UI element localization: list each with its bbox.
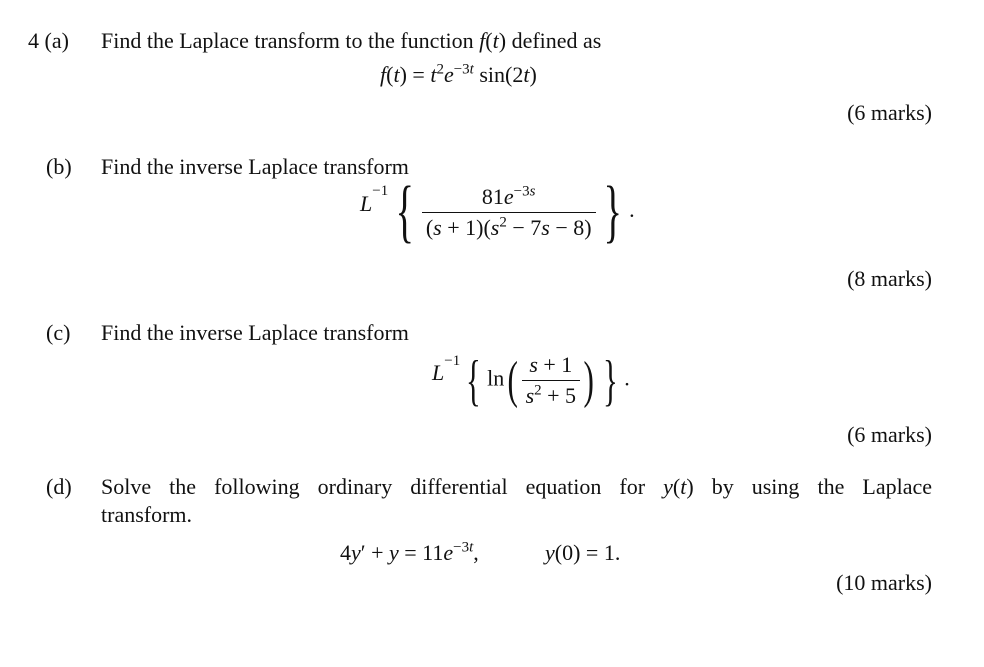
part-d-marks: (10 marks) [836, 570, 932, 595]
part-b-text: Find the inverse Laplace transform [101, 154, 409, 179]
part-a-text: Find the Laplace transform to the function f(t) defined as [101, 28, 602, 53]
question-number: 4 (a) [28, 28, 69, 53]
part-b-numerator: $81e^{-3s}$ [422, 184, 596, 213]
part-d-initial-condition: y(0) = 1. [545, 540, 621, 565]
part-c-numerator: s + 1 [522, 352, 580, 381]
part-a-equation: $f(t) = t^2e^{-3t}$ sin(2t) [380, 61, 537, 87]
part-c-text: Find the inverse Laplace transform [101, 320, 409, 345]
part-a-text-pre: Find the Laplace transform to the function [101, 28, 480, 53]
part-c-equation: $L^{-1}$ { ln( $\frac{s + 1}{s^2 + 5}$ ) } . [432, 349, 630, 412]
part-c-denominator: $s^2 + 5$ [525, 382, 577, 408]
part-a-func: f [479, 28, 486, 53]
part-d-text-line1: Solve the following ordinary differential equation for y(t) by using the Laplace [101, 474, 932, 499]
part-c-marks: (6 marks) [847, 422, 932, 447]
part-b-equation: $L^{-1}$ { $\frac{81e^{-3s}}{(s + 1)(s^2 - 7s - 8)}$ } . [360, 173, 635, 250]
part-d-text-line2: transform. [101, 502, 193, 527]
part-d-equation: $4y' + y = 11e^{-3t}$, [340, 539, 479, 565]
part-d-label: (d) [46, 474, 72, 499]
part-b-marks: (8 marks) [847, 266, 932, 291]
part-a-marks: (6 marks) [847, 100, 932, 125]
part-c-label: (c) [46, 320, 71, 345]
part-b-denominator: $(s + 1)(s^2 - 7s - 8)$ [425, 214, 592, 240]
part-b-label: (b) [46, 154, 72, 179]
